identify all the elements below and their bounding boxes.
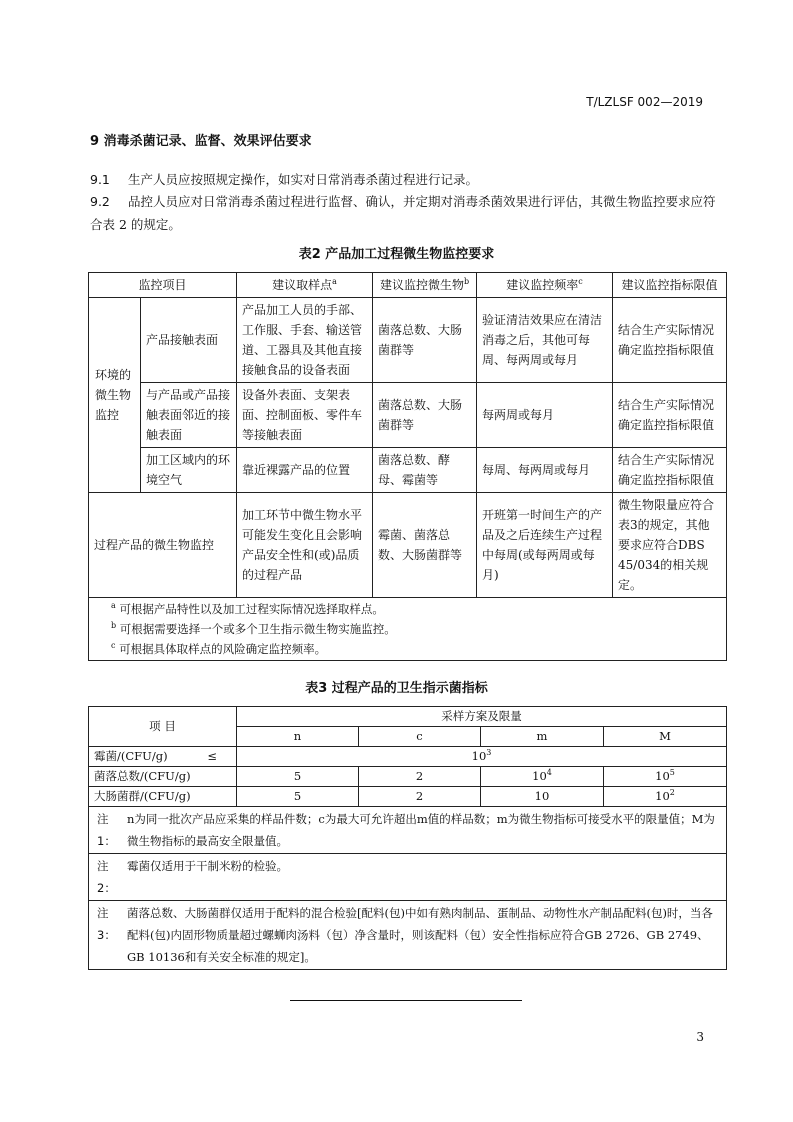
header-microbe: 建议监控微生物$^b$ [373,273,477,298]
paragraph-number: 9.2 [90,194,110,209]
table-note-row [89,807,727,854]
cell-M: $10^5$ [604,767,727,787]
table2-title: 表2 产品加工过程微生物监控要求 [298,247,495,262]
document-code: T/LZLSF 002—2019 [586,95,703,109]
row-limit: 微生物限量应符合表3的规定，其他要求应符合DBS 45/034的相关规定。 [613,493,727,598]
row-microbe: 菌落总数、大肠菌群等 [373,298,477,383]
header-item: 项 目 [89,707,237,747]
table2-header-row [89,273,727,298]
table-row [89,298,727,383]
row-microbe: 菌落总数、酵母、霉菌等 [373,448,477,493]
header-monitor-item: 监控项目 [89,273,237,298]
row-sampling: 设备外表面、支架表面、控制面板、零件车等接触表面 [237,383,373,448]
mold-limit: $10^3$ [237,747,727,767]
process-row-item: 过程产品的微生物监控 [89,493,237,598]
table2-notes-row [89,598,727,661]
table3-title: 表3 过程产品的卫生指示菌指标 [305,681,488,696]
paragraph-text: 生产人员应按照规定操作，如实对日常消毒杀菌过程进行记录。 [128,172,479,187]
table-row [89,767,727,787]
col-m: m [481,727,604,747]
header-sampling-plan: 采样方案及限量 [237,707,727,727]
table-note: 注3： 菌落总数、大肠菌群仅适用于配料的混合检验[配料(包)中如有熟肉制品、蛋制品、动物性水产制品配料(包)时，当各配料(包)内固形物质量超过螺蛳肉汤料（包）净含量时，则该配料（包）安全性指标应符合GB 2726、GB 2749、GB 10136和有关安全标准的规定]。 [89,901,727,970]
row-frequency: 每周、每两周或每月 [477,448,613,493]
table-note: 注2： 霉菌仅适用于干制米粉的检验。 [89,854,727,901]
table3-hygiene-indicators [88,706,727,970]
table-note: $^c$ 可根据具体取样点的风险确定监控频率。 [111,641,327,656]
table-note-row [89,854,727,901]
paragraph-9-1 [90,168,716,191]
row-label: 菌落总数/(CFU/g) [89,767,237,787]
table-row [89,787,727,807]
row-item: 与产品或产品接触表面邻近的接触表面 [141,383,237,448]
cell-M: $10^2$ [604,787,727,807]
header-sampling-point: 建议取样点$^a$ [237,273,373,298]
cell-c: 2 [359,767,481,787]
cell-n: 5 [237,767,359,787]
header-limit: 建议监控指标限值 [613,273,727,298]
header-frequency: 建议监控频率$^c$ [477,273,613,298]
env-group-label: 环境的微生物监控 [89,298,141,493]
row-limit: 结合生产实际情况确定监控指标限值 [613,448,727,493]
table-note: $^a$ 可根据产品特性以及加工过程实际情况选择取样点。 [111,601,384,616]
table3-header-row [89,707,727,727]
page-number: 3 [696,1030,704,1044]
row-limit: 结合生产实际情况确定监控指标限值 [613,383,727,448]
row-frequency: 每两周或每月 [477,383,613,448]
cell-c: 2 [359,787,481,807]
cell-n: 5 [237,787,359,807]
row-item: 产品接触表面 [141,298,237,383]
row-item: 加工区域内的环境空气 [141,448,237,493]
col-M: M [604,727,727,747]
cell-m: $10^4$ [481,767,604,787]
cell-m: 10 [481,787,604,807]
table-row [89,448,727,493]
paragraph-9-2 [90,190,716,236]
table2-notes [89,598,727,661]
row-label: 大肠菌群/(CFU/g) [89,787,237,807]
end-rule [290,1000,522,1001]
row-sampling: 靠近裸露产品的位置 [237,448,373,493]
paragraph-text: 品控人员应对日常消毒杀菌过程进行监督、确认，并定期对消毒杀菌效果进行评估，其微生物监控要求应符合表 2 的规定。 [90,194,716,232]
paragraph-number: 9.1 [90,172,110,187]
table-row [89,747,727,767]
row-label: 霉菌/(CFU/g) ≤ [89,747,237,767]
row-microbe: 菌落总数、大肠菌群等 [373,383,477,448]
table-row [89,383,727,448]
row-frequency: 开班第一时间生产的产品及之后连续生产过程中每周(或每两周或每月) [477,493,613,598]
table-note: $^b$ 可根据需要选择一个或多个卫生指示微生物实施监控。 [111,621,396,636]
table-row [89,493,727,598]
row-microbe: 霉菌、菌落总数、大肠菌群等 [373,493,477,598]
col-c: c [359,727,481,747]
row-frequency: 验证清洁效果应在清洁消毒之后，其他可每周、每两周或每月 [477,298,613,383]
section-title: 9 消毒杀菌记录、监督、效果评估要求 [90,134,312,149]
row-limit: 结合生产实际情况确定监控指标限值 [613,298,727,383]
table-note-row [89,901,727,970]
row-sampling: 加工环节中微生物水平可能发生变化且会影响产品安全性和(或)品质的过程产品 [237,493,373,598]
row-sampling: 产品加工人员的手部、工作服、手套、输送管道、工器具及其他直接接触食品的设备表面 [237,298,373,383]
table2-microbial-monitoring [88,272,727,661]
table-note: 注1： n为同一批次产品应采集的样品件数；c为最大可允许超出m值的样品数；m为微生物指标可接受水平的限量值；M为微生物指标的最高安全限量值。 [89,807,727,854]
col-n: n [237,727,359,747]
